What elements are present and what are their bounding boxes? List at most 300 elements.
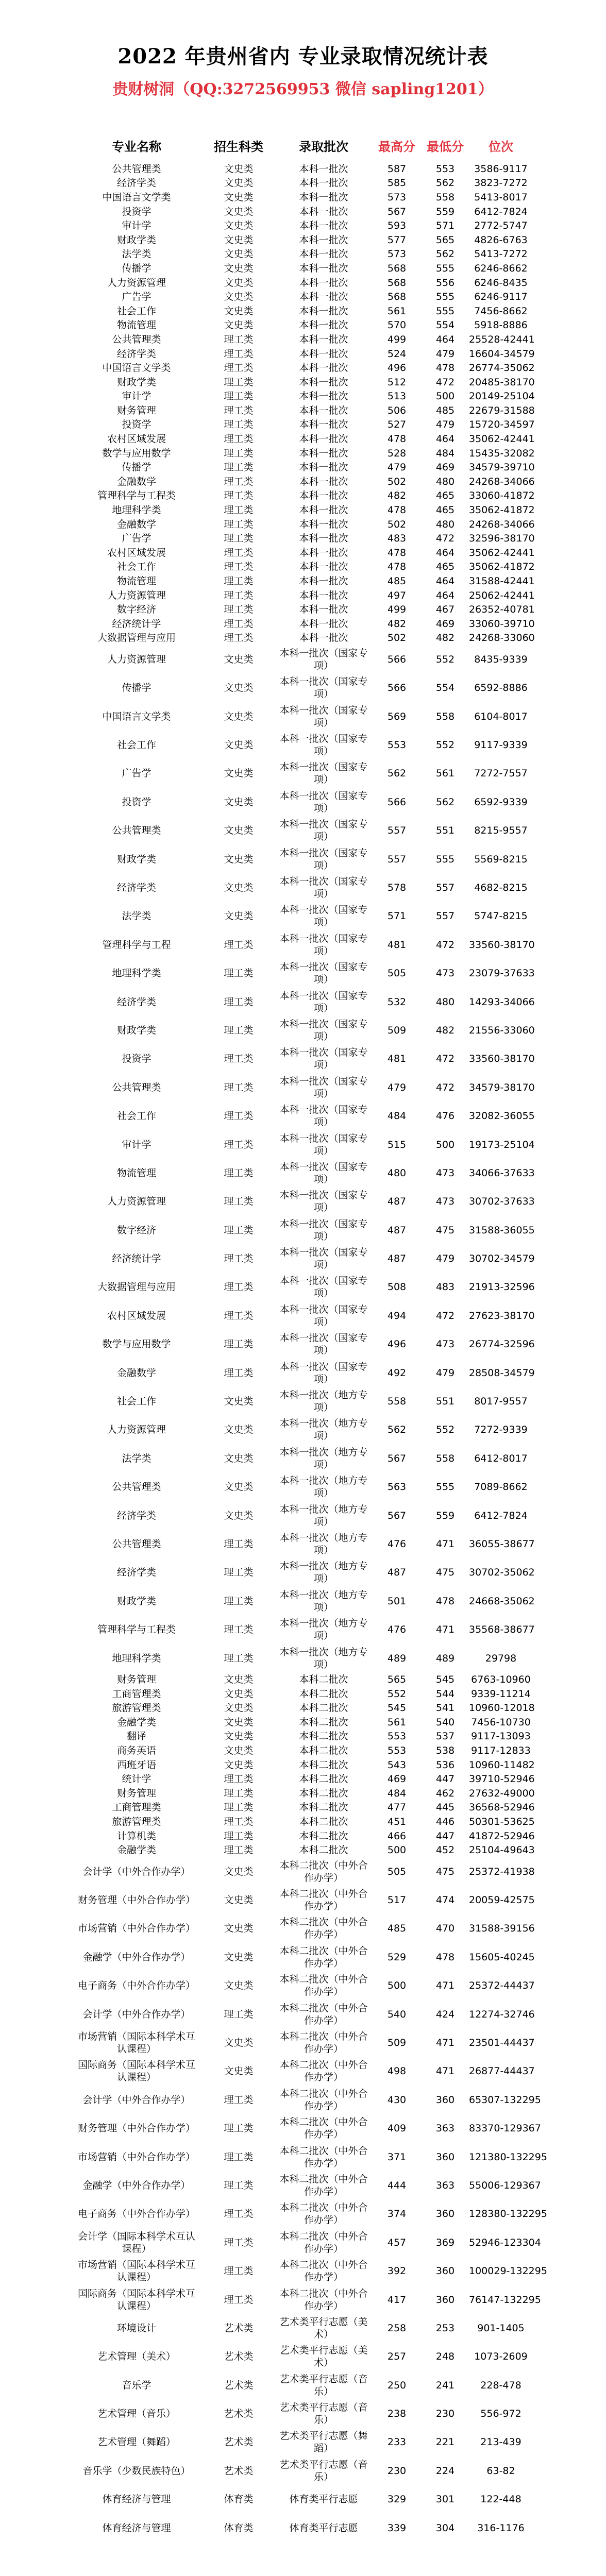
max-score-cell: 512 [387,376,407,388]
rank-cell: 34579-39710 [469,462,535,473]
category-cell: 艺术类 [224,2379,254,2391]
category-cell: 理工类 [224,518,254,530]
table-row [72,1473,534,1501]
batch-cell: 本科二批次 [299,1702,348,1714]
batch-cell: 本科一批次（国家专项） [279,1075,368,1099]
major-cell: 审计学 [122,220,152,232]
max-score-cell: 528 [387,447,407,459]
min-score-cell: 475 [435,1866,455,1877]
category-cell: 理工类 [224,2236,254,2248]
min-score-cell: 360 [435,2208,455,2220]
max-score-cell: 568 [387,291,407,303]
rank-cell: 121380-132295 [469,2151,547,2163]
min-score-cell: 480 [435,996,455,1008]
major-cell: 音乐学 [122,2379,152,2391]
max-score-cell: 540 [387,2008,407,2020]
max-score-cell: 509 [387,1024,407,1036]
category-cell: 文史类 [224,1731,254,1742]
major-cell: 人力资源管理 [107,653,166,665]
batch-cell: 本科二批次 [299,1802,348,1814]
table-row [72,631,534,646]
major-cell: 金融学类 [116,1716,156,1728]
table-row [72,489,534,503]
major-cell: 人力资源管理 [107,1196,166,1208]
table-row [72,318,534,333]
rank-cell: 24268-33060 [469,632,535,644]
category-cell: 理工类 [224,1652,254,1664]
rank-cell: 30702-37633 [469,1196,535,1208]
major-cell: 法学类 [122,1452,152,1464]
table-row [72,1786,534,1801]
category-cell: 理工类 [224,1310,254,1321]
table-row [72,1801,534,1815]
max-score-cell: 492 [387,1367,407,1379]
max-score-cell: 567 [387,206,407,217]
category-cell: 理工类 [224,561,254,573]
major-cell: 广告学 [122,291,152,303]
major-cell: 财政学类 [116,1595,156,1607]
min-score-cell: 476 [435,1110,455,1122]
max-score-cell: 479 [387,462,407,473]
table-row [72,375,534,389]
table-row [72,2456,534,2485]
min-score-cell: 485 [435,404,455,416]
min-score-cell: 478 [435,1951,455,1963]
batch-cell: 本科一批次 [299,447,348,459]
category-cell: 文史类 [224,682,254,694]
rank-cell: 20485-38170 [469,376,535,388]
rank-cell: 28508-34579 [469,1367,535,1379]
max-score-cell: 258 [387,2322,407,2334]
major-cell: 大数据管理与应用 [97,632,176,644]
rank-cell: 26774-32596 [469,1338,535,1350]
category-cell: 理工类 [224,939,254,951]
table-row [72,1687,534,1701]
max-score-cell: 484 [387,1787,407,1799]
category-cell: 理工类 [224,2179,254,2191]
major-cell: 公共管理类 [112,825,161,837]
min-score-cell: 556 [435,277,455,289]
rank-cell: 20059-42575 [469,1894,535,1906]
max-score-cell: 500 [387,1980,407,1992]
major-cell: 法学类 [122,910,152,922]
min-score-cell: 558 [435,710,455,722]
category-cell: 理工类 [224,1787,254,1799]
min-score-cell: 424 [435,2008,455,2020]
batch-cell: 本科一批次（国家专项） [279,876,368,900]
batch-cell: 艺术类平行志愿（美术） [279,2316,368,2340]
table-row [72,2343,534,2371]
max-score-cell: 339 [387,2522,407,2534]
batch-cell: 本科一批次（国家专项） [279,1047,368,1071]
min-score-cell: 472 [435,376,455,388]
major-cell: 投资学 [122,796,152,808]
min-score-cell: 464 [435,547,455,558]
major-cell: 经济统计学 [112,1253,161,1265]
category-cell: 理工类 [224,1253,254,1265]
rank-cell: 6246-9117 [474,291,528,303]
batch-cell: 本科二批次（中外合作办学） [279,2059,368,2083]
batch-cell: 本科一批次（地方专项） [279,1475,368,1499]
max-score-cell: 329 [387,2494,407,2505]
major-cell: 农村区域发展 [107,1310,166,1321]
max-score-cell: 562 [387,768,407,779]
table-row [72,1073,534,1101]
batch-cell: 本科一批次 [299,191,348,203]
batch-cell: 本科一批次 [299,575,348,587]
batch-cell: 艺术类平行志愿（美术） [279,2345,368,2369]
rank-cell: 7272-9339 [474,1424,528,1436]
max-score-cell: 478 [387,433,407,445]
category-cell: 理工类 [224,1167,254,1179]
rank-cell: 31588-36055 [469,1224,535,1236]
table-row [72,290,534,304]
header-category: 招生科类 [214,139,263,154]
max-score-cell: 250 [387,2379,407,2391]
batch-cell: 本科二批次（中外合作办学） [279,1859,368,1884]
major-cell: 管理科学与工程类 [97,490,176,502]
major-cell: 市场营销（中外合作办学） [77,1923,195,1935]
batch-cell: 本科一批次（国家专项） [279,1218,368,1242]
min-score-cell: 248 [435,2351,455,2363]
rank-cell: 23501-44437 [469,2037,535,2048]
batch-cell: 本科一批次 [299,220,348,232]
category-cell: 理工类 [224,2294,254,2306]
table-row [72,1943,534,1971]
min-score-cell: 562 [435,248,455,260]
category-cell: 文史类 [224,796,254,808]
category-cell: 文史类 [224,220,254,232]
category-cell: 理工类 [224,404,254,416]
category-cell: 理工类 [224,1224,254,1236]
rank-cell: 35568-38677 [469,1624,535,1636]
batch-cell: 本科二批次 [299,1731,348,1742]
category-cell: 理工类 [224,2208,254,2220]
table-row [72,1829,534,1843]
major-cell: 地理科学类 [112,968,161,979]
max-score-cell: 553 [387,1731,407,1742]
table-row [72,930,534,959]
batch-cell: 艺术类平行志愿（音乐） [279,2459,368,2483]
major-cell: 数字经济 [116,604,156,616]
major-cell: 西班牙语 [116,1759,156,1771]
table-row [72,1558,534,1587]
min-score-cell: 474 [435,1894,455,1906]
major-cell: 市场营销（国际本科学术互认课程） [77,2259,195,2283]
min-score-cell: 363 [435,2179,455,2191]
rank-cell: 3823-7272 [474,177,528,189]
min-score-cell: 475 [435,1567,455,1579]
rank-cell: 32082-36055 [469,1110,535,1122]
table-row [72,674,534,702]
max-score-cell: 553 [387,1745,407,1757]
max-score-cell: 563 [387,1481,407,1493]
max-score-cell: 593 [387,220,407,232]
min-score-cell: 562 [435,177,455,189]
batch-cell: 本科一批次 [299,391,348,402]
max-score-cell: 238 [387,2408,407,2420]
major-cell: 数学与应用数学 [102,447,171,459]
rank-cell: 15435-32082 [469,447,535,459]
table-row [72,788,534,816]
min-score-cell: 540 [435,1716,455,1728]
category-cell: 理工类 [224,490,254,502]
min-score-cell: 446 [435,1816,455,1827]
batch-cell: 本科一批次 [299,333,348,345]
max-score-cell: 257 [387,2351,407,2363]
rank-cell: 316-1176 [477,2522,525,2534]
rank-cell: 33560-38170 [469,1053,535,1065]
major-cell: 经济学类 [116,177,156,189]
batch-cell: 本科一批次 [299,490,348,502]
rank-cell: 15720-34597 [469,419,535,431]
major-cell: 传播学 [122,462,152,473]
rank-cell: 41872-52946 [469,1830,535,1842]
batch-cell: 本科二批次（中外合作办学） [279,1974,368,1998]
major-cell: 环境设计 [116,2322,156,2334]
min-score-cell: 445 [435,1802,455,1814]
table-row [72,2399,534,2428]
table-row [72,574,534,588]
major-cell: 社会工作 [116,305,156,317]
batch-cell: 本科二批次（中外合作办学） [279,1945,368,1969]
table-row [72,588,534,603]
major-cell: 金融数学 [116,518,156,530]
table-row [72,261,534,276]
rank-cell: 9117-12833 [471,1745,531,1757]
batch-cell: 本科一批次（国家专项） [279,933,368,957]
batch-cell: 本科一批次 [299,476,348,487]
category-cell: 理工类 [224,1624,254,1636]
major-cell: 数学与应用数学 [102,1338,171,1350]
rank-cell: 83370-129367 [469,2123,541,2134]
major-cell: 国际商务（国际本科学术互认课程） [77,2287,195,2312]
min-score-cell: 500 [435,1139,455,1150]
max-score-cell: 524 [387,348,407,360]
category-cell: 文史类 [224,739,254,751]
max-score-cell: 566 [387,682,407,694]
batch-cell: 本科二批次 [299,1759,348,1771]
rank-cell: 30702-34579 [469,1253,535,1265]
table-row [72,1101,534,1130]
category-cell: 文史类 [224,262,254,274]
min-score-cell: 552 [435,1424,455,1436]
major-cell: 农村区域发展 [107,433,166,445]
major-cell: 财政学类 [116,234,156,246]
table-row [72,162,534,176]
category-cell: 理工类 [224,1567,254,1579]
min-score-cell: 467 [435,604,455,616]
max-score-cell: 392 [387,2265,407,2277]
batch-cell: 本科一批次（国家专项） [279,819,368,843]
max-score-cell: 457 [387,2236,407,2248]
category-cell: 文史类 [224,291,254,303]
table-row [72,361,534,375]
batch-cell: 本科一批次 [299,632,348,644]
category-cell: 文史类 [224,1424,254,1436]
min-score-cell: 452 [435,1844,455,1856]
max-score-cell: 505 [387,1866,407,1877]
max-score-cell: 409 [387,2123,407,2134]
max-score-cell: 558 [387,1396,407,1408]
major-cell: 艺术管理（音乐） [97,2408,176,2420]
table-row [72,2171,534,2199]
max-score-cell: 573 [387,248,407,260]
admission-table [72,129,547,2542]
batch-cell: 本科一批次（国家专项） [279,1190,368,1214]
max-score-cell: 508 [387,1281,407,1293]
major-cell: 工商管理类 [112,1802,161,1814]
major-cell: 商务英语 [116,1745,156,1757]
batch-cell: 本科二批次 [299,1745,348,1757]
rank-cell: 8017-9557 [474,1396,528,1408]
category-cell: 理工类 [224,1595,254,1607]
category-cell: 文史类 [224,1674,254,1686]
batch-cell: 本科一批次（地方专项） [279,1389,368,1414]
min-score-cell: 538 [435,1745,455,1757]
table-row [72,474,534,489]
max-score-cell: 479 [387,1081,407,1093]
rank-cell: 25372-44437 [469,1980,535,1992]
max-score-cell: 499 [387,604,407,616]
category-cell: 文史类 [224,1510,254,1521]
max-score-cell: 417 [387,2294,407,2306]
rank-cell: 39710-52946 [469,1773,535,1785]
batch-cell: 本科二批次 [299,1674,348,1686]
table-row [72,432,534,446]
category-cell: 理工类 [224,1816,254,1827]
category-cell: 理工类 [224,462,254,473]
rank-cell: 30702-35062 [469,1567,535,1579]
min-score-cell: 480 [435,518,455,530]
batch-cell: 本科一批次（国家专项） [279,647,368,671]
batch-cell: 艺术类平行志愿（音乐） [279,2373,368,2397]
category-cell: 理工类 [224,391,254,402]
table-row [72,176,534,191]
rank-cell: 22679-31588 [469,404,535,416]
table-row [72,531,534,546]
table-row [72,617,534,631]
table-row [72,988,534,1016]
major-cell: 市场营销（中外合作办学） [77,2151,195,2163]
table-row [72,247,534,262]
max-score-cell: 469 [387,1773,407,1785]
min-score-cell: 551 [435,1396,455,1408]
max-score-cell: 543 [387,1759,407,1771]
category-cell: 艺术类 [224,2465,254,2477]
batch-cell: 本科一批次 [299,533,348,545]
table-row [72,1045,534,1073]
max-score-cell: 568 [387,277,407,289]
max-score-cell: 476 [387,1538,407,1550]
rank-cell: 3586-9117 [474,163,528,175]
rank-cell: 6592-9339 [474,796,528,808]
major-cell: 公共管理类 [112,333,161,345]
min-score-cell: 465 [435,490,455,502]
batch-cell: 本科二批次 [299,1773,348,1785]
batch-cell: 本科一批次（国家专项） [279,733,368,757]
major-cell: 统计学 [122,1773,152,1785]
rank-cell: 35062-41872 [469,504,535,516]
rank-cell: 24668-35062 [469,1595,535,1607]
category-cell: 文史类 [224,1716,254,1728]
table-row [72,1672,534,1687]
rank-cell: 33560-38170 [469,939,535,951]
min-score-cell: 562 [435,796,455,808]
min-score-cell: 558 [435,191,455,203]
max-score-cell: 484 [387,1110,407,1122]
max-score-cell: 553 [387,739,407,751]
rank-cell: 32596-38170 [469,533,535,545]
batch-cell: 本科一批次 [299,362,348,374]
category-cell: 理工类 [224,2123,254,2134]
min-score-cell: 482 [435,632,455,644]
category-cell: 艺术类 [224,2322,254,2334]
rank-cell: 6412-7824 [474,1510,528,1521]
max-score-cell: 374 [387,2208,407,2220]
batch-cell: 本科一批次 [299,177,348,189]
rank-cell: 27623-38170 [469,1310,535,1321]
max-score-cell: 552 [387,1688,407,1700]
major-cell: 大数据管理与应用 [97,1281,176,1293]
min-score-cell: 360 [435,2294,455,2306]
rank-cell: 35062-42441 [469,547,535,558]
category-cell: 文史类 [224,2037,254,2048]
header-major: 专业名称 [112,139,161,154]
table-row [72,503,534,517]
major-cell: 会计学（中外合作办学） [82,2094,191,2106]
max-score-cell: 570 [387,319,407,331]
rank-cell: 52946-123304 [469,2236,541,2248]
max-score-cell: 557 [387,853,407,865]
rank-cell: 7456-8662 [474,305,528,317]
min-score-cell: 555 [435,291,455,303]
rank-cell: 4682-8215 [474,882,528,893]
major-cell: 社会工作 [116,1110,156,1122]
min-score-cell: 465 [435,561,455,573]
major-cell: 物流管理 [116,1167,156,1179]
table-header [72,129,534,162]
category-cell: 文史类 [224,206,254,217]
batch-cell: 本科一批次 [299,376,348,388]
batch-cell: 本科一批次 [299,547,348,558]
major-cell: 管理科学与工程 [102,939,171,951]
min-score-cell: 464 [435,333,455,345]
major-cell: 电子商务（中外合作办学） [77,1980,195,1992]
min-score-cell: 544 [435,1688,455,1700]
rank-cell: 4826-6763 [474,234,528,246]
batch-cell: 本科二批次（中外合作办学） [279,2230,368,2255]
max-score-cell: 494 [387,1310,407,1321]
major-cell: 公共管理类 [112,163,161,175]
max-score-cell: 561 [387,1716,407,1728]
min-score-cell: 471 [435,2037,455,2048]
batch-cell: 本科二批次 [299,1787,348,1799]
batch-cell: 本科二批次（中外合作办学） [279,2259,368,2283]
category-cell: 文史类 [224,653,254,665]
min-score-cell: 470 [435,1923,455,1935]
table-row [72,1444,534,1472]
batch-cell: 本科一批次（国家专项） [279,990,368,1014]
category-cell: 文史类 [224,305,254,317]
major-cell: 中国语言文学类 [102,191,171,203]
rank-cell: 14293-34066 [469,996,535,1008]
category-cell: 理工类 [224,1196,254,1208]
table-row [72,560,534,574]
major-cell: 审计学 [122,391,152,402]
rank-cell: 122-448 [480,2494,521,2505]
category-cell: 文史类 [224,1702,254,1714]
